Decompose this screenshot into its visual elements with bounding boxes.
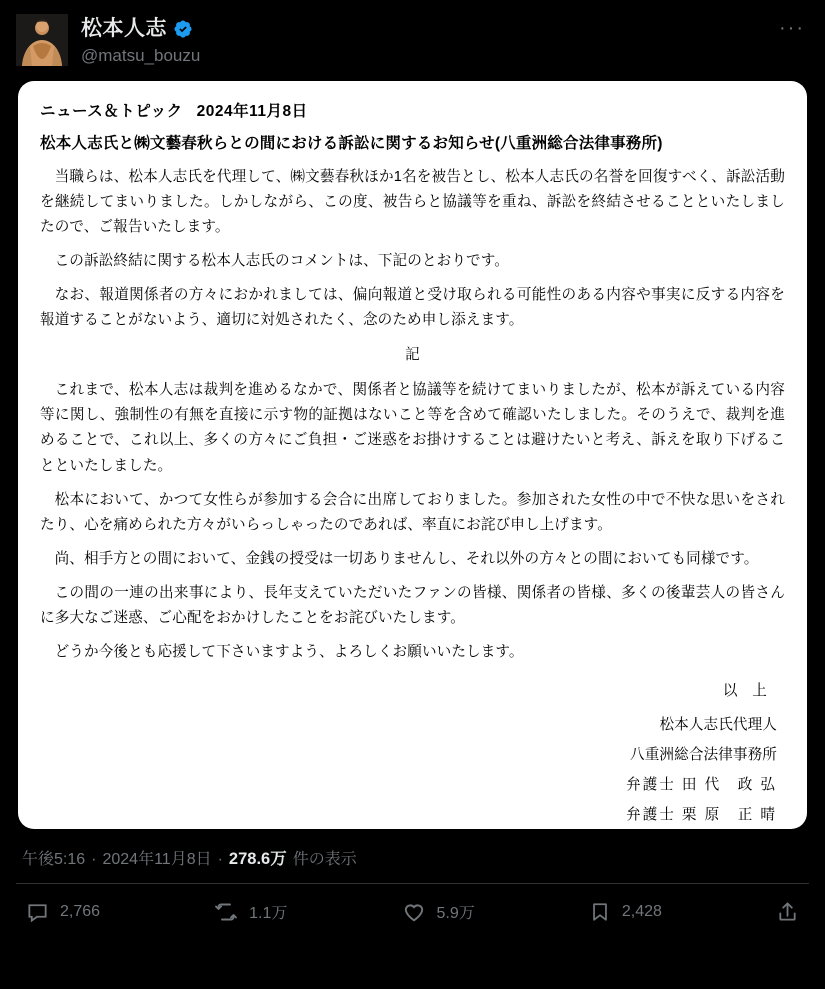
- more-options-button[interactable]: ···: [779, 17, 805, 39]
- signature-line: 弁護士 栗 原 正 晴: [626, 806, 777, 823]
- account-names: [81, 14, 200, 67]
- document-kicker-date: 2024年11月8日: [196, 102, 308, 120]
- retweet-count: 1.1万: [249, 905, 288, 923]
- document-body: [40, 99, 785, 861]
- heart-icon: [402, 900, 426, 924]
- signature-line: 弁護士 田 代 政 弘: [626, 776, 777, 793]
- document-statement-paragraph: これまで、松本人志は裁判を進めるなかで、関係者と協議等を続けてまいりましたが、松本が訴えている内容等に関し、強制性の有無を直接に示す物的証拠はないこと等を含めて確認いたしました。そのうえで、裁判を進めることで、これ以上、多くの方々にご負担・ご迷惑をお掛けすることは避けたいと考え、訴えを取り下げることといたしました。: [40, 382, 785, 474]
- document-paragraph: なお、報道関係者の方々におかれましては、偏向報道と受け取られる可能性のある内容や事実に反する内容を報道することがないよう、適切に対処されたく、念のため申し添えます。: [40, 286, 785, 329]
- account-handle: @matsu_bouzu: [81, 46, 201, 66]
- signature-line: 弁護士 桶 谷 侑 平: [626, 836, 777, 853]
- avatar[interactable]: [16, 14, 68, 66]
- reply-icon: [26, 900, 49, 923]
- share-button[interactable]: [776, 900, 799, 923]
- document-title: 松本人志氏と㈱文藝春秋らとの間における訴訟に関するお知らせ(八重洲総合法律事務所): [40, 134, 663, 152]
- tweet-actions: [0, 884, 825, 942]
- bookmark-icon: [589, 901, 611, 923]
- verified-badge-icon: [173, 19, 193, 39]
- like-count: 5.9万: [436, 905, 475, 923]
- bookmark-button[interactable]: [589, 901, 662, 923]
- share-icon: [776, 900, 799, 923]
- views-label: 件の表示: [292, 850, 357, 868]
- document-paragraph: 当職らは、松本人志氏を代理して、㈱文藝春秋ほか1名を被告とし、松本人志氏の名誉を回復すべく、訴訟活動を継続してまいりました。しかしながら、この度、被告らと協議等を重ね、訴訟を終結させることといたしましたので、ご報告いたします。: [40, 168, 785, 235]
- retweet-button[interactable]: [214, 900, 287, 924]
- document-statement-paragraph: 尚、相手方との間において、金銭の授受は一切ありませんし、それ以外の方々との間においても同様です。: [54, 550, 759, 567]
- retweet-icon: [214, 900, 238, 924]
- document-kicker-row: [40, 99, 785, 121]
- views-count: 278.6万: [228, 849, 287, 868]
- tweet-date: 2024年11月8日: [102, 850, 212, 868]
- signature-line: 八重洲総合法律事務所: [630, 746, 777, 763]
- tweet-header: [0, 0, 825, 73]
- like-button[interactable]: [402, 900, 475, 924]
- reply-button[interactable]: [26, 900, 100, 923]
- tweet-time: 午後5:16: [22, 850, 86, 868]
- document-statement-paragraph: どうか今後とも応援して下さいますよう、よろしくお願いいたします。: [54, 644, 524, 661]
- display-name-row: [81, 16, 200, 41]
- document-closing: 以 上: [722, 683, 767, 700]
- document-card[interactable]: [18, 81, 807, 853]
- document-statement-paragraph: この間の一連の出来事により、長年支えていただいたファンの皆様、関係者の皆様、多くの後輩芸人の皆さんに多大なご迷惑、ご心配をおかけしたことをお詫びいたします。: [40, 584, 785, 626]
- meta-dot: ·: [217, 850, 223, 868]
- signature-line: 松本人志氏代理人: [659, 717, 777, 734]
- display-name: 松本人志: [81, 17, 167, 40]
- reply-count: 2,766: [60, 902, 101, 920]
- document-ki-marker: 記: [405, 347, 420, 364]
- document-paragraph: この訴訟終結に関する松本人志氏のコメントは、下記のとおりです。: [54, 252, 509, 269]
- document-kicker: ニュース＆トピック: [40, 102, 183, 120]
- bookmark-count: 2,428: [621, 902, 662, 920]
- meta-dot: ·: [91, 850, 97, 868]
- tweet-meta: [0, 829, 825, 883]
- document-statement-paragraph: 松本において、かつて女性らが参加する会合に出席しておりました。参加された女性の中で不快な思いをされたり、心を痛められた方々がいらっしゃったのであれば、率直にお詫び申し上げます。: [40, 491, 785, 533]
